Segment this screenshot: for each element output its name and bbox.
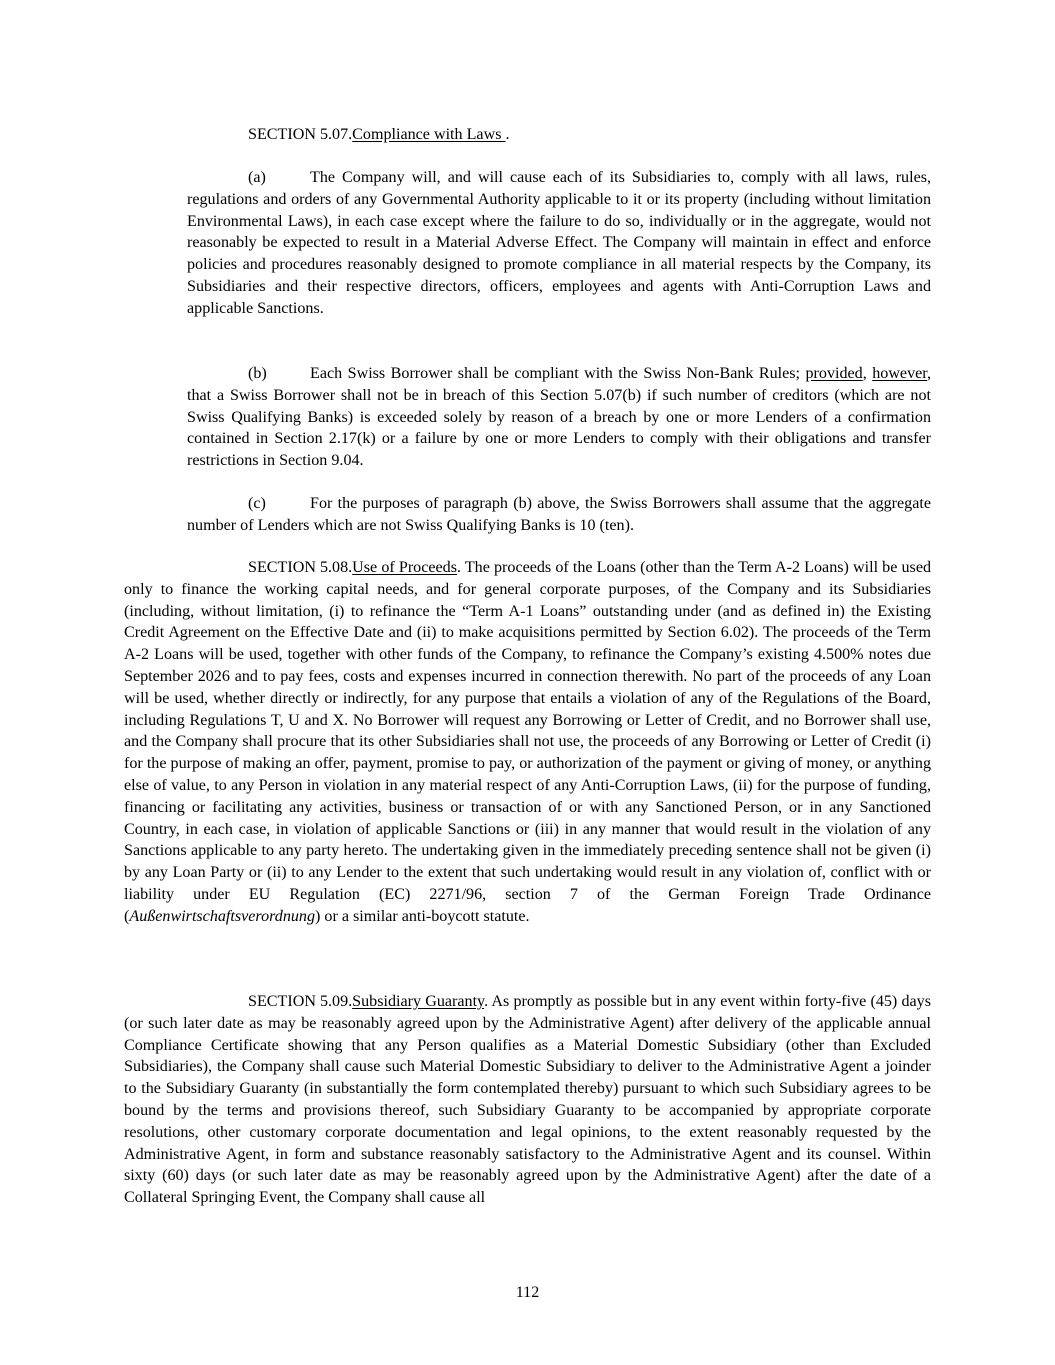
section-507-number: SECTION 5.07. [248, 126, 353, 143]
section-508-number: SECTION 5.08. [248, 559, 353, 576]
section-509-paragraph [124, 991, 931, 1209]
paragraph-b-text-1: Each Swiss Borrower shall be compliant with the Swiss Non-Bank Rules; [310, 365, 806, 382]
paragraph-c-label: (c) [248, 495, 266, 512]
section-507-title-suffix: . [505, 126, 510, 143]
page-number: 112 [515, 1284, 540, 1301]
section-509-number: SECTION 5.09. [248, 993, 353, 1010]
section-507-paragraph-c [187, 493, 931, 537]
section-508-title: Use of Proceeds [352, 559, 457, 576]
section-508-paragraph [124, 557, 931, 928]
section-507-title: Compliance with Laws [352, 126, 506, 143]
paragraph-b-text-2: , that a Swiss Borrower shall not be in breach of this Section 5.07(b) if such number of creditors (which are not Swiss Qualifying Banks) is exceeded solely by reason of a breach by one or more Lenders of a confirmation contained in Section 2.17(k) or a failure by one or more Lenders to comply with their obligations and transfer restrictions in Section 9.04. [187, 365, 932, 470]
section-508-italic-term: Außenwirtschaftsverordnung [129, 907, 316, 925]
section-507-heading [248, 124, 510, 146]
paragraph-b-provided: provided [805, 365, 863, 382]
paragraph-b-comma: , [862, 365, 873, 382]
paragraph-b-label: (b) [248, 365, 267, 382]
section-508-text-2: ) or a similar anti-boycott statute. [315, 907, 530, 925]
section-507-paragraph-b [187, 363, 931, 472]
section-509-text: . As promptly as possible but in any event within forty-five (45) days (or such later date as may be reasonably agreed upon by the Administrative Agent) after delivery of the applicable annual Compliance Certificate showing that any Person qualifies as a Material Domestic Subsidiary (other than Excluded Subsidiaries), the Company shall cause such Material Domestic Subsidiary to deliver to the Administrative Agent a joinder to the Subsidiary Guaranty (in substantially the form contemplated thereby) pursuant to which such Subsidiary agrees to be bound by the terms and provisions thereof, such Subsidiary Guaranty to be accompanied by appropriate corporate resolutions, other customary corporate documentation and legal opinions, to the extent reasonably requested by the Administrative Agent, in form and substance reasonably satisfactory to the Administrative Agent and its counsel. Within sixty (60) days (or such later date as may be reasonably agreed upon by the Administrative Agent) after the date of a Collateral Springing Event, the Company shall cause all [124, 993, 931, 1207]
paragraph-c-text: For the purposes of paragraph (b) above, the Swiss Borrowers shall assume that the aggregate number of Lenders which are not Swiss Qualifying Banks is 10 (ten). [187, 495, 931, 534]
section-509-title: Subsidiary Guaranty [352, 993, 485, 1010]
paragraph-b-however: however [872, 365, 927, 382]
paragraph-a-text: The Company will, and will cause each of its Subsidiaries to, comply with all laws, rules, regulations and orders of any Governmental Authority applicable to it or its property (including without limitation Environmental Laws), in each case except where the failure to do so, individually or in the aggregate, would not reasonably be expected to result in a Material Adverse Effect. The Company will maintain in effect and enforce policies and procedures reasonably designed to promote compliance in all material respects by the Company, its Subsidiaries and their respective directors, officers, employees and agents with Anti-Corruption Laws and applicable Sanctions. [187, 169, 931, 317]
paragraph-a-label: (a) [248, 169, 266, 186]
section-507-paragraph-a [187, 167, 931, 320]
section-508-text-1: . The proceeds of the Loans (other than the Term A-2 Loans) will be used only to finance the working capital needs, and for general corporate purposes, of the Company and its Subsidiaries (including, without limitation, (i) to refinance the “Term A-1 Loans” outstanding under (and as defined in) the Existing Credit Agreement on the Effective Date and (ii) to make acquisitions permitted by Section 6.02). The proceeds of the Term A-2 Loans will be used, together with other funds of the Company, to refinance the Company’s existing 4.500% notes due September 2026 and to pay fees, costs and expenses incurred in connection therewith. No part of the proceeds of any Loan will be used, whether directly or indirectly, for any purpose that entails a violation of any of the Regulations of the Board, including Regulations T, U and X. No Borrower will request any Borrowing or Letter of Credit, and no Borrower shall use, and the Company shall procure that its other Subsidiaries shall not use, the proceeds of any Borrowing or Letter of Credit (i) for the purpose of making an offer, payment, promise to pay, or authorization of the payment or giving of money, or anything else of value, to any Person in violation in any material respect of any Anti-Corruption Laws, (ii) for the purpose of funding, financing or facilitating any activities, business or transaction of or with any Sanctioned Person, or in any Sanctioned Country, in each case, in violation of applicable Sanctions or (iii) in any manner that would result in the violation of any Sanctions applicable to any party hereto. The undertaking given in the immediately preceding sentence shall not be given (i) by any Loan Party or (ii) to any Lender to the extent that such undertaking would result in any violation of, conflict with or liability under EU Regulation (EC) 2271/96, section 7 of the German Foreign Trade Ordinance ( [124, 559, 932, 925]
